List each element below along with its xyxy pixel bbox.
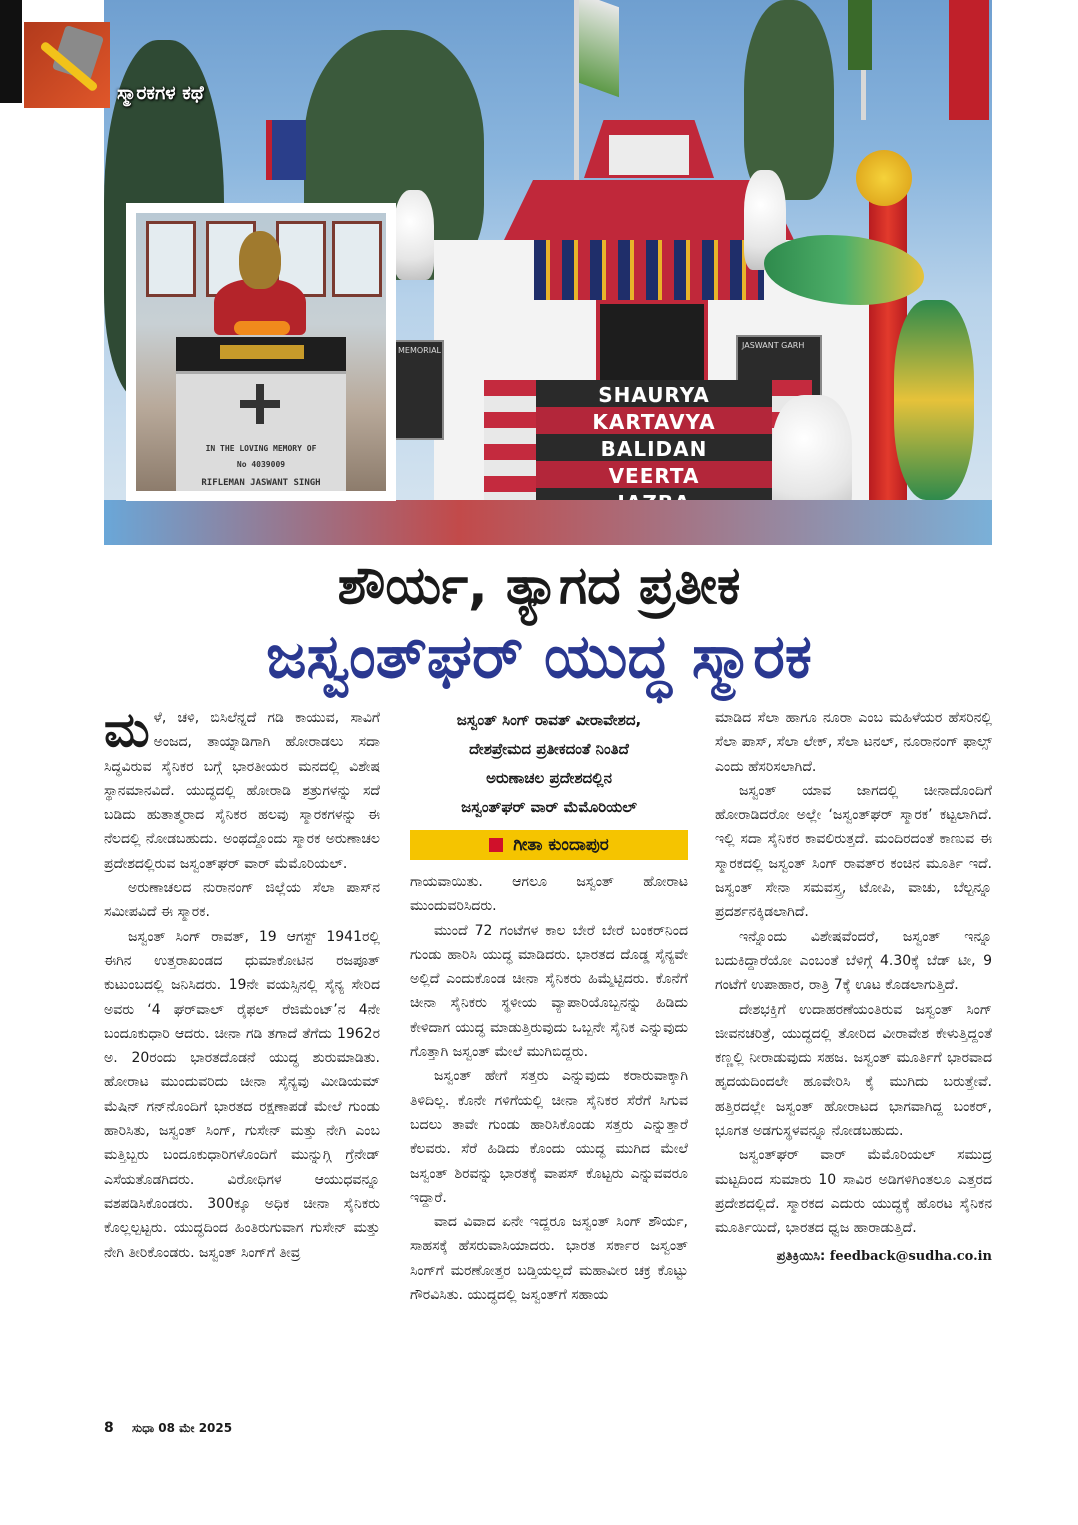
feedback-email[interactable]: feedback@sudha.co.in <box>829 1248 992 1264</box>
lion-statue-left <box>394 190 434 280</box>
article-column-2 <box>410 706 688 1307</box>
paragraph: ದೇಶಭಕ್ತಿಗೆ ಉದಾಹರಣೆಯಂತಿರುವ ಜಸ್ವಂತ್ ಸಿಂಗ್ ಜೀವನಚರಿತ್ರೆ, ಯುದ್ಧದಲ್ಲಿ ತೋರಿದ ವೀರಾವೇಶ ಕೇಳುತ್ತಿದ್ದಂತೆ ಕಣ್ಣಲ್ಲಿ ನೀರಾಡುವುದು ಸಹಜ. ಜಸ್ವಂತ್ ಮೂರ್ತಿಗೆ ಭಾರವಾದ ಹೃದಯದಿಂದಲೇ ಹೂವೇರಿಸಿ ಕೈ ಮುಗಿದು ಬರುತ್ತೇವೆ. ಹತ್ತಿರದಲ್ಲೇ ಜಸ್ವಂತ್ ಹೋರಾಟದ ಭಾಗವಾಗಿದ್ದ ಬಂಕರ್, ಭೂಗತ ಅಡಗುಸ್ಥಳವನ್ನೂ ನೋಡಬಹುದು. <box>715 1001 992 1140</box>
window <box>332 221 382 297</box>
paragraph: ಗಾಯವಾಯಿತು. ಆಗಲೂ ಜಸ್ವಂತ್ ಹೋರಾಟ ಮುಂದುವರಿಸಿದರು. <box>410 874 688 915</box>
indian-flag-icon <box>579 0 619 97</box>
issue-label: ಸುಧಾ 08 ಮೇ 2025 <box>131 1421 233 1435</box>
paragraph: ಮುಂದೆ 72 ಗಂಟೆಗಳ ಕಾಲ ಬೇರೆ ಬೇರೆ ಬಂಕರ್‌ನಿಂದ ಗುಂಡು ಹಾರಿಸಿ ಯುದ್ಧ ಮಾಡಿದರು. ಭಾರತದ ದೊಡ್ಡ ಸೈನ್ಯವೇ ಅಲ್ಲಿದೆ ಎಂದುಕೊಂಡ ಚೀನಾ ಸೈನಿಕರು ಹಿಮ್ಮೆಟ್ಟಿದರು. ಕೊನೆಗೆ ಚೀನಾ ಸೈನಿಕರು ಸ್ಥಳೀಯ ವ್ಯಾಪಾರಿಯೊಬ್ಬನನ್ನು ಹಿಡಿದು ಕೇಳಿದಾಗ ಯುದ್ಧ ಮಾಡುತ್ತಿರುವುದು ಒಬ್ಬನೇ ಸೈನಿಕ ಎನ್ನುವುದು ಗೊತ್ತಾಗಿ ಜಸ್ವಂತ್ ಮೇಲೆ ಮುಗಿಬಿದ್ದರು. <box>410 922 688 1061</box>
stair-word: VEERTA <box>536 461 772 491</box>
pull-quote: ಜಸ್ವಂತ್ ಸಿಂಗ್ ರಾವತ್ ವೀರಾವೇಶದ, ದೇಶಪ್ರೇಮದ ಪ್ರತೀಕದಂತೆ ನಿಂತಿದೆ ಅರುಣಾಚಲ ಪ್ರದೇಶದಲ್ಲಿನ ಜಸ್ವಂತ್‌ಘರ್ ವಾರ್ ಮೆಮೊರಿಯಲ್ <box>456 711 642 816</box>
article-column-1 <box>104 702 380 1265</box>
regiment-flag-icon <box>266 120 306 180</box>
photo-floor <box>104 500 992 545</box>
pillar-orb <box>856 150 912 206</box>
paragraph: ವಾದ ವಿವಾದ ಏನೇ ಇದ್ದರೂ ಜಸ್ವಂತ್ ಸಿಂಗ್ ಶೌರ್ಯ, ಸಾಹಸಕ್ಕೆ ಹೆಸರುವಾಸಿಯಾದರು. ಭಾರತ ಸರ್ಕಾರ ಜಸ್ವಂತ್ ಸಿಂಗ್‌ಗೆ ಮರಣೋತ್ತರ ಬಡ್ತಿಯಲ್ಲದೆ ಮಹಾವೀರ ಚಕ್ರ ಕೊಟ್ಟು ಗೌರವಿಸಿತು. ಯುದ್ಧದಲ್ಲಿ ಜಸ್ವಂತ್‌ಗೆ ಸಹಾಯ <box>410 1214 688 1304</box>
stair-word: SHAURYA <box>536 380 772 410</box>
feedback-line: ಪ್ರತಿಕ್ರಿಯಿಸಿ: feedback@sudha.co.in <box>776 1248 992 1264</box>
article-column-3 <box>715 706 992 1269</box>
stair-word: KARTAVYA <box>536 407 772 437</box>
flower-garland <box>234 321 290 335</box>
paragraph: ಜಸ್ವಂತ್ ಹೇಗೆ ಸತ್ತರು ಎನ್ನುವುದು ಕರಾರುವಾಕ್ಕಾಗಿ ತಿಳಿದಿಲ್ಲ. ಕೊನೇ ಗಳಿಗೆಯಲ್ಲಿ ಚೀನಾ ಸೈನಿಕರ ಸೆರೆಗೆ ಸಿಗುವ ಬದಲು ತಾವೇ ಗುಂಡು ಹಾರಿಸಿಕೊಂಡು ಸತ್ತರು ಎನ್ನುತ್ತಾರೆ ಕೆಲವರು. ಸೆರೆ ಹಿಡಿದು ಕೊಂದು ಯುದ್ಧ ಮುಗಿದ ಮೇಲೆ ಜಸ್ವಂತ್ ಶಿರವನ್ನು ಭಾರತಕ್ಕೆ ವಾಪಸ್ ಕೊಟ್ಟರು ಎನ್ನುವವರೂ ಇದ್ದಾರೆ. <box>410 1068 688 1206</box>
temple-tower <box>609 135 689 175</box>
plaque-line: IN THE LOVING MEMORY OF <box>205 444 317 453</box>
plinth-gold-plate <box>220 345 304 359</box>
dragon-body <box>894 300 974 500</box>
right-plaque: JASWANT GARH <box>736 335 822 437</box>
paragraph: ಇನ್ನೊಂದು ವಿಶೇಷವೆಂದರೆ, ಜಸ್ವಂತ್ ಇನ್ನೂ ಬದುಕಿದ್ದಾರೆಯೋ ಎಂಬಂತೆ ಬೆಳಿಗ್ಗೆ 4.30ಕ್ಕೆ ಬೆಡ್ ಟೀ, 9 ಗಂಟೆಗೆ ಉಪಾಹಾರ, ರಾತ್ರಿ 7ಕ್ಕೆ ಊಟ ಕೊಡಲಾಗುತ್ತಿದೆ. <box>715 928 992 994</box>
plaque-line: RIFLEMAN JASWANT SINGH <box>201 478 321 488</box>
bust-head <box>239 231 281 289</box>
paragraph: ಅರುಣಾಚಲದ ನುರಾನಂಗ್ ಜಿಲ್ಲೆಯ ಸೆಲಾ ಪಾಸ್‌ನ ಸಮೀಪವಿದೆ ಈ ಸ್ಮಾರಕ. <box>104 880 380 921</box>
drop-cap: ಮ <box>104 702 150 758</box>
memorial-plinth <box>176 371 346 491</box>
green-flag-icon <box>848 0 872 70</box>
author-byline: ಗೀತಾ ಕುಂದಾಪುರ <box>410 830 688 860</box>
edge-bar <box>0 0 22 103</box>
paragraph: ಜಸ್ವಂತ್ ಯಾವ ಜಾಗದಲ್ಲಿ ಚೀನಾದೊಂದಿಗೆ ಹೋರಾಡಿದರೋ ಅಲ್ಲೇ ‘ಜಸ್ವಂತ್‌ಘರ್ ಸ್ಮಾರಕ’ ಕಟ್ಟಲಾಗಿದೆ. ಇಲ್ಲಿ ಸದಾ ಸೈನಿಕರ ಕಾವಲಿರುತ್ತದೆ. ಮಂದಿರದಂತೆ ಕಾಣುವ ಈ ಸ್ಮಾರಕದಲ್ಲಿ ಜಸ್ವಂತ್ ಸಿಂಗ್ ರಾವತ್‌ರ ಕಂಚಿನ ಮೂರ್ತಿ ಇದೆ. ಜಸ್ವಂತ್ ಸೇನಾ ಸಮವಸ್ತ್ರ, ಟೋಪಿ, ವಾಚು, ಬೆಲ್ಟನ್ನೂ ಪ್ರದರ್ಶನಕ್ಕಿಡಲಾಗಿದೆ. <box>715 782 992 921</box>
temple-frieze <box>534 240 764 300</box>
window <box>146 221 196 297</box>
plaque-line: No 4039009 <box>236 460 286 469</box>
paragraph: ಮಾಡಿದ ಸೆಲಾ ಹಾಗೂ ನೂರಾ ಎಂಬ ಮಹಿಳೆಯರ ಹೆಸರಿನಲ್ಲಿ ಸೆಲಾ ಪಾಸ್, ಸೆಲಾ ಲೇಕ್, ಸೆಲಾ ಟನಲ್, ನೂರಾನಂಗ್ ಫಾಲ್ಸ್ ಎಂದು ಹೆಸರಿಸಲಾಗಿದೆ. <box>715 710 992 775</box>
bust-inset-photo <box>126 203 396 501</box>
headline-line2: ಜಸ್ವಂತ್‌ಘರ್ ಯುದ್ಧ ಸ್ಮಾರಕ <box>266 622 812 692</box>
regiment-cross-icon <box>240 384 280 424</box>
red-flag-icon <box>949 0 989 120</box>
scroll-sword-icon <box>24 22 110 108</box>
page-number: 8 <box>104 1420 114 1436</box>
paragraph: ಜಸ್ವಂತ್‌ಘರ್ ವಾರ್ ಮೆಮೊರಿಯಲ್ ಸಮುದ್ರ ಮಟ್ಟದಿಂದ ಸುಮಾರು 10 ಸಾವಿರ ಅಡಿಗಳಿಗಿಂತಲೂ ಎತ್ತರದ ಪ್ರದೇಶದಲ್ಲಿದೆ. ಸ್ಮಾರಕದ ಎದುರು ಯುದ್ಧಕ್ಕೆ ಹೊರಟ ಸೈನಿಕನ ಮೂರ್ತಿಯಿದೆ, ಭಾರತದ ಧ್ವಜ ಹಾರಾಡುತ್ತಿದೆ. <box>715 1147 992 1237</box>
stair-word: BALIDAN <box>536 434 772 464</box>
series-label: ಸ್ಮಾರಕಗಳ ಕಥೆ <box>117 82 204 104</box>
temple-door <box>596 300 708 388</box>
red-square-icon <box>489 838 503 852</box>
page-footer <box>104 1420 232 1436</box>
headline-line1: ಶೌರ್ಯ, ತ್ಯಾಗದ ಪ್ರತೀಕ <box>337 556 741 616</box>
left-plaque: MEMORIAL <box>392 340 444 440</box>
paragraph: ಮಳೆ, ಚಳಿ, ಬಿಸಿಲೆನ್ನದೆ ಗಡಿ ಕಾಯುವ, ಸಾವಿಗೆ ಅಂಜದ, ತಾಯ್ನಾಡಿಗಾಗಿ ಹೋರಾಡಲು ಸದಾ ಸಿದ್ಧವಿರುವ ಸೈನಿಕರ ಬಗ್ಗೆ ಭಾರತೀಯರ ಮನದಲ್ಲಿ ವಿಶೇಷ ಸ್ಥಾನಮಾನವಿದೆ. ಯುದ್ಧದಲ್ಲಿ ಹೋರಾಡಿ ಶತ್ರುಗಳನ್ನು ಸದೆ ಬಡಿದು ಹುತಾತ್ಮರಾದ ಸೈನಿಕರ ಹಲವು ಸ್ಮಾರಕಗಳನ್ನು ಈ ನೆಲದಲ್ಲಿ ನೋಡಬಹುದು. ಅಂಥದ್ದೊಂದು ಸ್ಮಾರಕ ಅರುಣಾಚಲ ಪ್ರದೇಶದಲ್ಲಿರುವ ಜಸ್ವಂತ್‌ಘರ್ ವಾರ್ ಮೆಮೊರಿಯಲ್. <box>104 702 380 872</box>
paragraph: ಜಸ್ವಂತ್ ಸಿಂಗ್ ರಾವತ್, 19 ಆಗಸ್ಟ್ 1941ರಲ್ಲಿ ಈಗಿನ ಉತ್ತರಾಖಂಡದ ಧುಮಾಕೋಟಿನ ರಜಪೂತ್ ಕುಟುಂಬದಲ್ಲಿ ಜನಿಸಿದರು. 19ನೇ ವಯಸ್ಸಿನಲ್ಲಿ ಸೈನ್ಯ ಸೇರಿದ ಅವರು ‘4 ಘರ್‌ವಾಲ್ ರೈಫಲ್ ರೆಜಿಮೆಂಟ್’ನ 4ನೇ ಬಂದೂಕುಧಾರಿ ಆದರು. ಚೀನಾ ಗಡಿ ತಗಾದೆ ತೆಗೆದು 1962ರ ಅ. 20ರಂದು ಭಾರತದೊಡನೆ ಯುದ್ಧ ಶುರುಮಾಡಿತು. ಹೋರಾಟ ಮುಂದುವರಿದು ಚೀನಾ ಸೈನ್ಯವು ಮೀಡಿಯಮ್ ಮೆಷಿನ್ ಗನ್‌ನೊಂದಿಗೆ ಭಾರತದ ರಕ್ಷಣಾಪಡೆ ಮೇಲೆ ಗುಂಡು ಹಾರಿಸಿತು, ಜಸ್ವಂತ್ ಸಿಂಗ್, ಗುಸೇನ್ ಮತ್ತು ನೇಗಿ ಎಂಬ ಮತ್ತಿಬ್ಬರು ಬಂದೂಕುಧಾರಿಗಳೊಂದಿಗೆ ಮುನ್ನುಗ್ಗಿ ಗ್ರೆನೇಡ್ ಎಸೆಯತೊಡಗಿದರು. ವಿರೋಧಿಗಳ ಆಯುಧವನ್ನೂ ವಶಪಡಿಸಿಕೊಂಡರು. 300ಕ್ಕೂ ಅಧಿಕ ಚೀನಾ ಸೈನಿಕರು ಕೊಲ್ಲಲ್ಪಟ್ಟರು. ಯುದ್ಧದಿಂದ ಹಿಂತಿರುಗುವಾಗ ಗುಸೇನ್ ಮತ್ತು ನೇಗಿ ತೀರಿಕೊಂಡರು. ಜಸ್ವಂತ್ ಸಿಂಗ್‌ಗೆ ತೀವ್ರ <box>104 928 380 1261</box>
